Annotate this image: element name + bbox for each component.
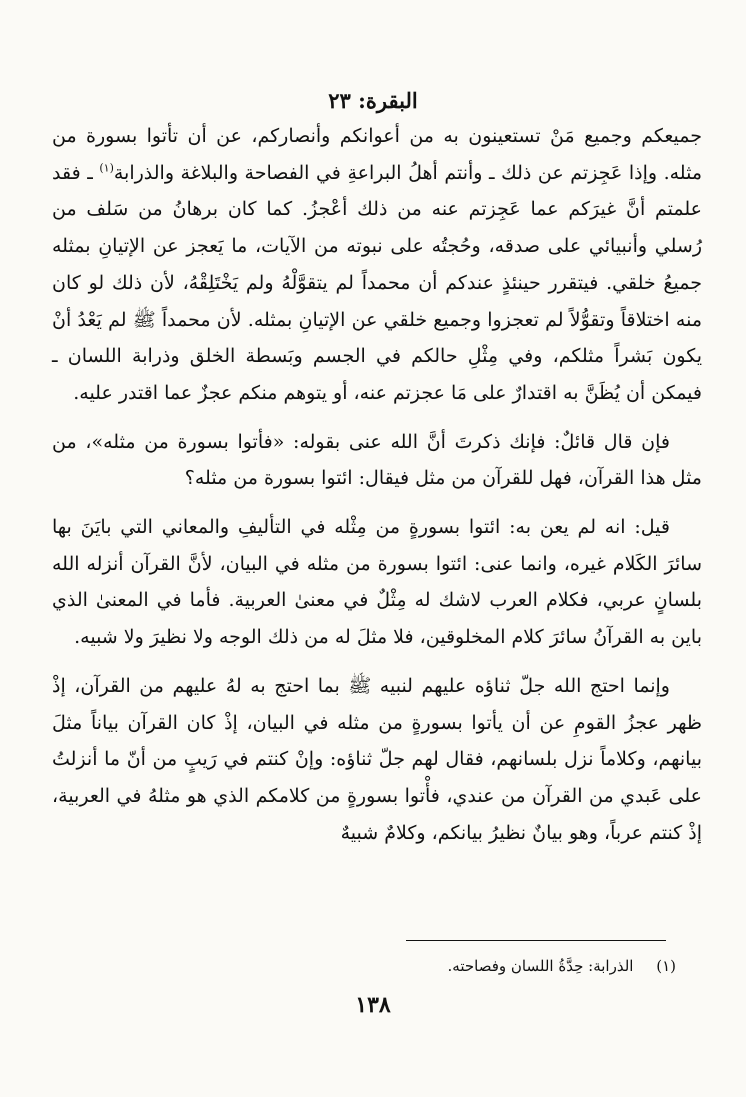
page-number: ١٣٨ xyxy=(355,992,391,1018)
footnote xyxy=(76,957,676,975)
paragraph-3: قيل: انه لم يعن به: ائتوا بسورةٍ من مِثْله في التأليفِ والمعاني التي بايَنَ بها سائرَ الكَلام غيره، وانما عنى: ائتوا بسورة من مثله في البيان، لأنَّ القرآن أنزله الله بلسانٍ عربي، فكلام العرب لاشك له مِثْلٌ في معنىٰ العربية. فأما في المعنىٰ الذي باين به القرآنُ سائرَ كلام المخلوقين، فلا مثلَ له من ذلك الوجه ولا نظيرَ ولا شبيه. xyxy=(52,516,702,649)
paragraph-4: وإنما احتج الله جلّ ثناؤه عليهم لنبيه ﷺ بما احتج به لهُ عليهم من القرآن، إذْ ظهر عجزُ القومِ عن أن يأتوا بسورةٍ من مثله في البيان، إذْ كان القرآن بياناً مثلَ بيانهم، وكلاماً نزل بلسانهم، فقال لهم جلّ ثناؤه: وإنْ كنتم في رَيبٍ من أنّ ما أنزلتُ على عَبدي من القرآن من عندي، فأْتوا بسورةٍ من كلامكم الذي هو مثلهُ في العربية، إذْ كنتم عرباً، وهو بيانٌ نظيرُ بيانكم، وكلامٌ شبيهٌ xyxy=(52,674,702,844)
paragraph-2: فإن قال قائلٌ: فإنك ذكرتَ أنَّ الله عنى بقوله: «فأتوا بسورة من مثله»، من مثل هذا القرآن، فهل للقرآن من مثل فيقال: ائتوا بسورة من مثله؟ xyxy=(52,430,702,490)
footnote-text: حِدَّةُ اللسان وفصاحته. xyxy=(447,957,584,975)
footnote-marker: (١) xyxy=(99,161,114,175)
paragraph-1-text-continued: ـ فقد علمتم أنَّ غيرَكم عما عَجِزتم عنه من ذلك أعْجزُ. كما كان برهانُ من سَلف من رُسلي وأنبيائي على صدقه، وحُجتُه على نبوته من الآيات، ما يَعجز عن الإتيانِ بمثله جميعُ خلقي. فيتقرر حينئذٍ عندكم أن محمداً لم يتقوَّلْهُ ولم يَخْتَلِقْهُ، لأن ذلك لو كان منه اختلاقاً وتقوُّلاً لم تعجزوا وجميع خلقي عن الإتيانِ بمثله. لأن محمداً ﷺ لم يَعْدُ أنْ يكون بَشراً مثلكم، وفي مِثْلِ حالكم في الجسم وبَسطة الخلق وذرابة اللسان ـ فيمكن أن يُظَنَّ به اقتدارٌ على مَا عجزتم عنه، أو يتوهم منكم عجزٌ عما اقتدر عليه. xyxy=(52,161,702,404)
footnote-divider xyxy=(406,940,666,941)
footnote-term: الذرابة: xyxy=(588,957,634,975)
paragraph-1 xyxy=(52,118,702,412)
main-text xyxy=(52,118,702,851)
paragraph-1-text: جميعكم وجميع مَنْ تستعينون به من أعوانكم وأنصاركم، عن أن تأتوا بسورة من مثله. وإذا عَجِزتم عن ذلك ـ وأنتم أهلُ البراعةِ في الفصاحة والبلاغة والذرابة xyxy=(52,125,703,184)
footnote-number: (١) xyxy=(656,957,676,975)
running-header: البقرة: ٢٣ xyxy=(328,88,418,113)
